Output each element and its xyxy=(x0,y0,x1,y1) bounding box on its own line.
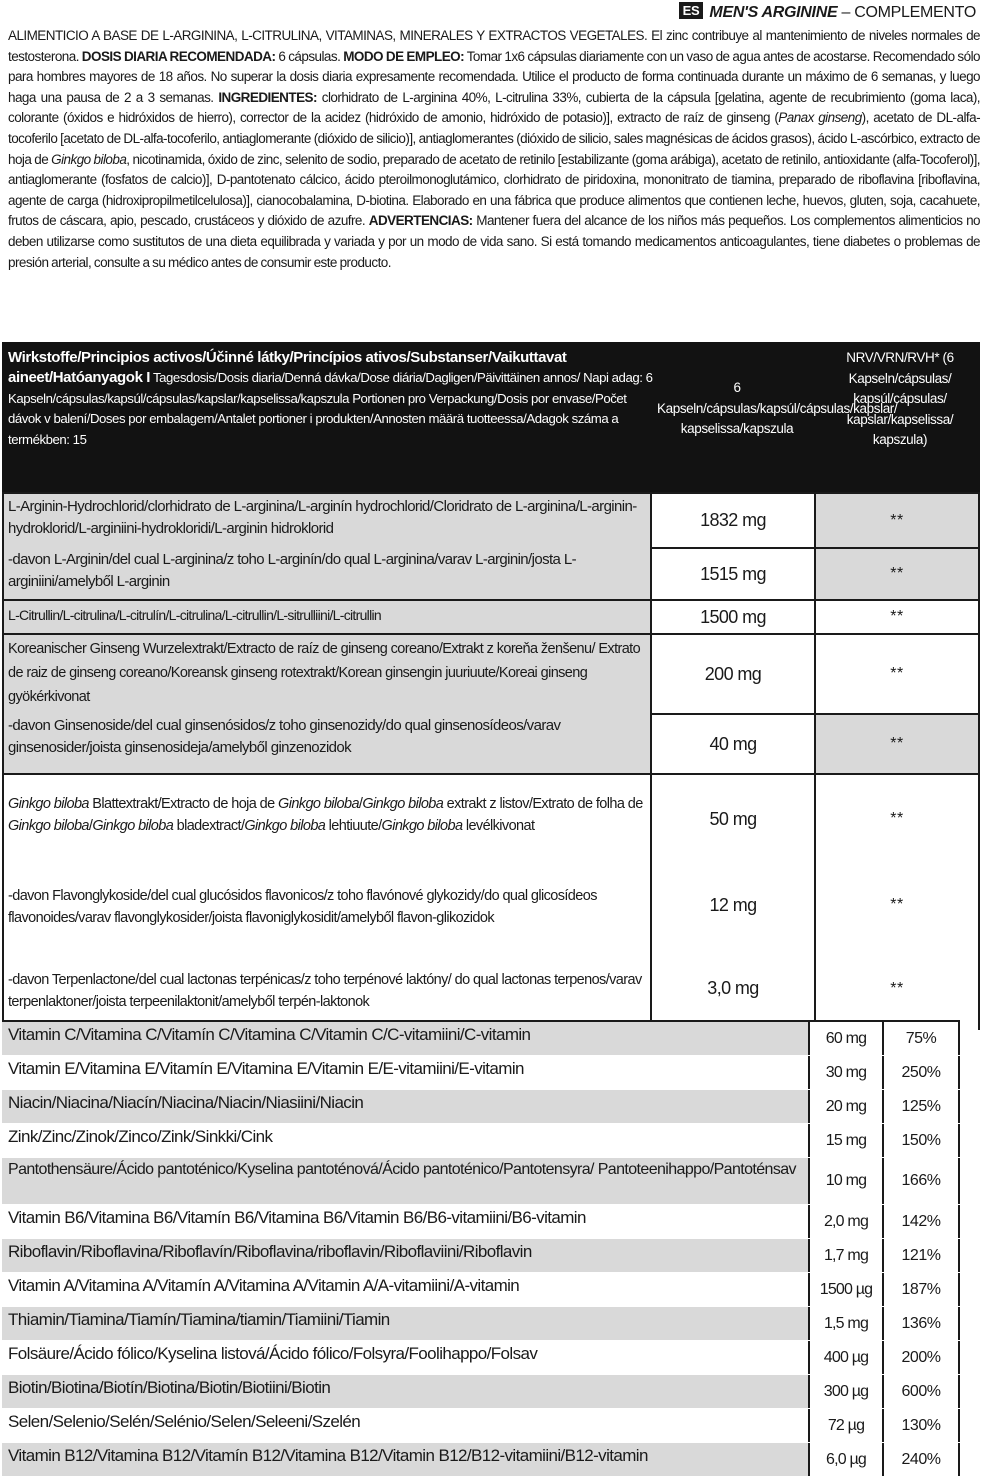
header-col-amount: 6 Kapseln/cápsulas/kapsúl/cápsulas/kapslar/ kapselissa/kapszula xyxy=(657,380,898,436)
description-paragraph xyxy=(8,26,980,273)
vitamin-name: Vitamin B12/Vitamina B12/Vitamín B12/Vitamina B12/Vitamin B12/B12-vitamiini/B12-vitamin xyxy=(8,1446,648,1465)
ingredient-name: -davon Ginsenoside/del cual ginsenósidos/z toho ginsenozidy/do qual ginsenosídeos/varav ginsenosider/joista ginsenosideja/amelyből ginzenozidok xyxy=(8,717,561,756)
language-badge: ES xyxy=(679,2,704,19)
ingredient-name-part: extrakt z listov/Extrato de folha de xyxy=(443,796,643,812)
table-row xyxy=(4,547,978,599)
vitamin-nrv: 136% xyxy=(884,1307,960,1340)
vitamin-name: Vitamin B6/Vitamina B6/Vitamín B6/Vitamina B6/Vitamin B6/B6-vitamiini/B6-vitamin xyxy=(8,1208,586,1227)
vitamin-nrv: 166% xyxy=(884,1158,960,1204)
vitamin-nrv: 142% xyxy=(884,1205,960,1238)
header-col-ingredients-text: Tagesdosis/Dosis diaria/Denná dávka/Dose diária/Dagligen/Päivittäinen annos/ Napi adag: 6 Kapseln/cápsulas/kapsúl/cápsulas/kapslar/kapselissa/kapszula Portionen pro Verpackung/Dosis por envase/Počet dávok v balení/Doses por embalagem/Antalet portioner i produkten/Annosten määrä tuotteessa/Adagok száma a termékben: 15 xyxy=(8,370,653,447)
vitamins-table xyxy=(2,1020,960,1476)
header-col-ingredients-title: Wirkstoffe/Principios activos/Účinné látky/Princípios ativos/Substanser/Vaikuttavat aineet/Hatóanyagok I xyxy=(8,349,567,387)
ingredient-name xyxy=(4,775,650,863)
ingredient-name-part: lehtiuute/ xyxy=(325,818,382,834)
vitamin-amount: 20 mg xyxy=(808,1090,884,1123)
vitamin-amount: 2,0 mg xyxy=(808,1205,884,1238)
product-header xyxy=(8,2,976,24)
ingredient-name: -davon Terpenlactone/del cual lactonas terpénicas/z toho terpénové laktóny/ do qual lactonas terpenos/varav terpenlaktoner/joista terpeenilaktonit/amelyből terpén-laktonok xyxy=(8,972,642,1010)
ingredient-amount: 1515 mg xyxy=(650,547,816,599)
ingredient-nrv: ** xyxy=(816,635,978,713)
vitamin-amount: 72 µg xyxy=(808,1409,884,1442)
table-row xyxy=(4,713,978,773)
ingredients-text-3: , nicotinamida, óxido de zinc, selenito de sodio, preparado de acetato de retinilo [estabilizante (goma arábiga), acetato de retinilo, antioxidante (alfa-Tocoferol)], antiaglomerante (fosfatos de calcio)], D-pantotenato cálcico, ácido pteroilmonoglutámico, clorhidrato de piridoxina, mononitrato de tiamina, preparado de riboflavina [riboflavina, agente de carga (hidroxipropilmetilcelulosa)], cianocobalamina, D-biotina. Elaborado en una fábrica que produce alimentos que contienen leche, huevos, gluten, soja, cacahuete, frutos de cáscara, apio, pescado, crustáceos y dióxido de azufre. xyxy=(8,151,980,229)
ingredient-amount: 200 mg xyxy=(650,635,816,713)
vitamin-name: Zink/Zinc/Zinok/Zinco/Zink/Sinkki/Cink xyxy=(8,1127,273,1146)
ingredients-italic-2: Ginkgo biloba xyxy=(51,151,127,167)
ingredient-name-part: bladextract/ xyxy=(173,818,245,834)
ingredients-text-1: clorhidrato de L-arginina 40%, L-citrulina 33%, cubierta de la cápsula [gelatina, agente de recubrimiento (goma laca), colorante (óxidos e hidróxidos de hierro), corrector de la acidez (hidróxido de amonio, hidróxido de potasio)], extracto de raíz de ginseng ( xyxy=(8,89,980,126)
table-header xyxy=(2,342,980,492)
vitamin-name: Riboflavin/Riboflavina/Riboflavín/Riboflavina/riboflavin/Riboflaviini/Riboflavin xyxy=(8,1242,532,1261)
ingredient-amount: 40 mg xyxy=(650,713,816,773)
warnings-text: Mantener fuera del alcance de los niños más pequeños. Los complementos alimenticios no deben utilizarse como sustitutos de una dieta equilibrada y variada y por un modo de vida sano. Si está tomando medicamentos anticoagulantes, tiene diabetes o problemas de presión arterial, consulte a su médico antes de consumir este producto. xyxy=(8,213,981,270)
table-row xyxy=(4,947,978,1030)
ingredients-italic-1: Panax ginseng xyxy=(778,110,862,126)
ingredient-name-part: / xyxy=(88,818,93,834)
ginkgo-italic: Ginkgo biloba xyxy=(381,818,463,834)
table-row xyxy=(4,599,978,633)
vitamin-amount: 30 mg xyxy=(808,1056,884,1089)
vitamin-name: Selen/Selenio/Selén/Selénio/Selen/Seleeni/Szelén xyxy=(8,1412,361,1431)
vitamin-nrv: 250% xyxy=(884,1056,960,1089)
vitamin-nrv: 121% xyxy=(884,1239,960,1272)
intro-text: ALIMENTICIO A BASE DE L-ARGININA, L-CITRULINA, VITAMINAS, MINERALES Y EXTRACTOS VEGETALES. El zinc contribuye al mantenimiento de niveles normales de testosterona. xyxy=(8,28,980,64)
modo-text: Tomar 1x6 cápsulas diariamente con un vaso de agua antes de acostarse. Recomendado sólo para hombres mayores de 18 años. No superar la dosis diaria expresamente recomendada. Utilice el producto de forma continuada durante un máximo de 6 semanas, y luego haga una pausa de 2 a 3 semanas. xyxy=(8,48,980,105)
ingredient-nrv: ** xyxy=(816,601,978,633)
ingredient-name: Koreanischer Ginseng Wurzelextrakt/Extracto de raíz de ginseng coreano/Extrakt z koreňa ženšenu/ Extrato de raiz de ginseng coreano/Koreansk ginseng rotextrakt/Korean ginsengin juuriuute/Koreai ginseng gyökérkivonat xyxy=(8,641,641,705)
vitamin-amount: 400 µg xyxy=(808,1341,884,1374)
vitamin-name: Biotin/Biotina/Biotín/Biotina/Biotin/Biotiini/Biotin xyxy=(8,1378,331,1397)
dosis-label: DOSIS DIARIA RECOMENDADA: xyxy=(81,48,276,64)
vitamin-name: Thiamin/Tiamina/Tiamín/Tiamina/tiamin/Tiamiini/Tiamin xyxy=(8,1310,390,1329)
table-row xyxy=(2,1408,960,1442)
ginkgo-italic: Ginkgo biloba xyxy=(8,818,89,834)
vitamin-amount: 15 mg xyxy=(808,1124,884,1157)
table-row xyxy=(2,1442,960,1476)
ingredient-name: L-Arginin-Hydrochlorid/clorhidrato de L-arginina/L-arginín hydrochlorid/Cloridrato de L-arginina/L-arginin-hydroklorid/L-arginiini-hydrokloridi/L-arginin hidroklorid xyxy=(8,498,637,537)
table-row xyxy=(2,1055,960,1089)
vitamin-nrv: 150% xyxy=(884,1124,960,1157)
vitamin-nrv: 240% xyxy=(884,1443,960,1476)
ingredient-nrv: ** xyxy=(816,547,978,599)
ginkgo-italic: Ginkgo biloba xyxy=(278,796,359,812)
table-row xyxy=(2,1123,960,1157)
vitamin-name: Vitamin A/Vitamina A/Vitamín A/Vitamina A/Vitamin A/A-vitamiini/A-vitamin xyxy=(8,1276,520,1295)
table-row xyxy=(2,1020,960,1055)
ingredient-nrv: ** xyxy=(890,810,904,827)
ginkgo-italic: Ginkgo biloba xyxy=(92,818,174,834)
ginkgo-italic: Ginkgo biloba xyxy=(362,796,444,812)
vitamin-nrv: 125% xyxy=(884,1090,960,1123)
ingredients-text-2: ), acetato de DL-alfa-tocoferilo [acetato de DL-alfa-tocoferilo, antiaglomerante (dióxido de silicio)], antiaglomerantes (dióxido de silicio, sales magnésicas de ácidos grasos), ácido L-ascórbico, extracto de hoja de xyxy=(8,110,981,167)
ingredient-amount: 50 mg xyxy=(650,775,816,863)
vitamin-nrv: 130% xyxy=(884,1409,960,1442)
ingredient-amount: 3,0 mg xyxy=(650,947,816,1030)
ingredient-nrv: ** xyxy=(890,896,904,913)
ingredient-name-part: levélkivonat xyxy=(462,818,535,834)
ginkgo-italic: Ginkgo biloba xyxy=(244,818,326,834)
table-row xyxy=(4,773,978,863)
ingredient-name-part: Blattextrakt/Extracto de hoja de xyxy=(88,796,279,812)
vitamin-amount: 1,7 mg xyxy=(808,1239,884,1272)
ingredient-name: -davon Flavonglykoside/del cual glucósidos flavonicos/z toho flavónové glykozidy/do qual glicosídeos flavonoides/varav flavonglykosider/joista flavoniglykosidit/amelyből flavon-glikozidok xyxy=(8,888,597,926)
product-name-suffix: – COMPLEMENTO xyxy=(837,4,976,21)
table-row xyxy=(2,1157,960,1204)
vitamin-name: Vitamin E/Vitamina E/Vitamín E/Vitamina E/Vitamin E/E-vitamiini/E-vitamin xyxy=(8,1059,524,1078)
vitamin-name: Vitamin C/Vitamina C/Vitamín C/Vitamina C/Vitamin C/C-vitamiini/C-vitamin xyxy=(8,1025,531,1044)
vitamin-nrv: 600% xyxy=(884,1375,960,1408)
warnings-label: ADVERTENCIAS: xyxy=(368,213,473,229)
header-col-ingredients xyxy=(8,348,654,450)
header-col-nrv: NRV/VRN/RVH* (6 Kapseln/cápsulas/ kapsúl/cápsulas/ kapslar/kapselissa/ kapszula) xyxy=(846,350,954,447)
vitamin-amount: 6,0 µg xyxy=(808,1443,884,1476)
ingredient-name: -davon L-Arginin/del cual L-arginina/z toho L-arginín/do qual L-arginina/varav L-arginin/josta L-arginiini/amelyből L-arginin xyxy=(8,551,576,590)
vitamin-name: Folsäure/Ácido fólico/Kyselina listová/Ácido fólico/Folsyra/Foolihappo/Folsav xyxy=(8,1344,538,1363)
vitamin-name: Niacin/Niacina/Niacín/Niacina/Niacin/Niasiini/Niacin xyxy=(8,1093,364,1112)
ingredient-amount: 1832 mg xyxy=(650,494,816,547)
ginkgo-italic: Ginkgo biloba xyxy=(8,796,89,812)
product-name: MEN'S ARGININE xyxy=(709,4,838,21)
vitamin-name: Pantothensäure/Ácido pantoténico/Kyselina pantoténová/Ácido pantoténico/Pantotensyra/ Pantoteenihappo/Pantoténsav xyxy=(8,1161,796,1178)
ingredient-nrv: ** xyxy=(816,713,978,773)
ingredient-name: L-Citrullin/L-citrulina/L-citrulín/L-citrulina/L-citrullin/L-sitrulliini/L-citrullin xyxy=(8,607,381,623)
ingredient-nrv: ** xyxy=(890,979,904,997)
ingredients-label: INGREDIENTES: xyxy=(218,89,317,105)
vitamin-amount: 300 µg xyxy=(808,1375,884,1408)
table-row xyxy=(2,1340,960,1374)
table-row xyxy=(2,1238,960,1272)
active-ingredients-table xyxy=(2,342,980,1030)
table-row xyxy=(2,1306,960,1340)
table-row xyxy=(4,633,978,713)
table-row xyxy=(4,863,978,947)
vitamin-nrv: 200% xyxy=(884,1341,960,1374)
vitamin-amount: 1,5 mg xyxy=(808,1307,884,1340)
ingredient-amount: 1500 mg xyxy=(650,601,816,633)
ingredient-amount: 12 mg xyxy=(650,863,816,947)
vitamin-amount: 1500 µg xyxy=(808,1273,884,1306)
vitamin-nrv: 187% xyxy=(884,1273,960,1306)
active-rows xyxy=(2,492,980,1030)
table-row xyxy=(2,1272,960,1306)
dosis-text: 6 cápsulas. xyxy=(275,48,344,64)
modo-label: MODO DE EMPLEO: xyxy=(343,48,465,64)
ingredient-nrv: ** xyxy=(816,494,978,547)
vitamin-nrv: 75% xyxy=(884,1022,960,1055)
vitamin-amount: 60 mg xyxy=(808,1022,884,1055)
ingredient-name-part: / xyxy=(358,796,363,812)
table-row xyxy=(4,492,978,547)
table-row xyxy=(2,1374,960,1408)
vitamin-amount: 10 mg xyxy=(808,1158,884,1204)
table-row xyxy=(2,1089,960,1123)
table-row xyxy=(2,1204,960,1238)
